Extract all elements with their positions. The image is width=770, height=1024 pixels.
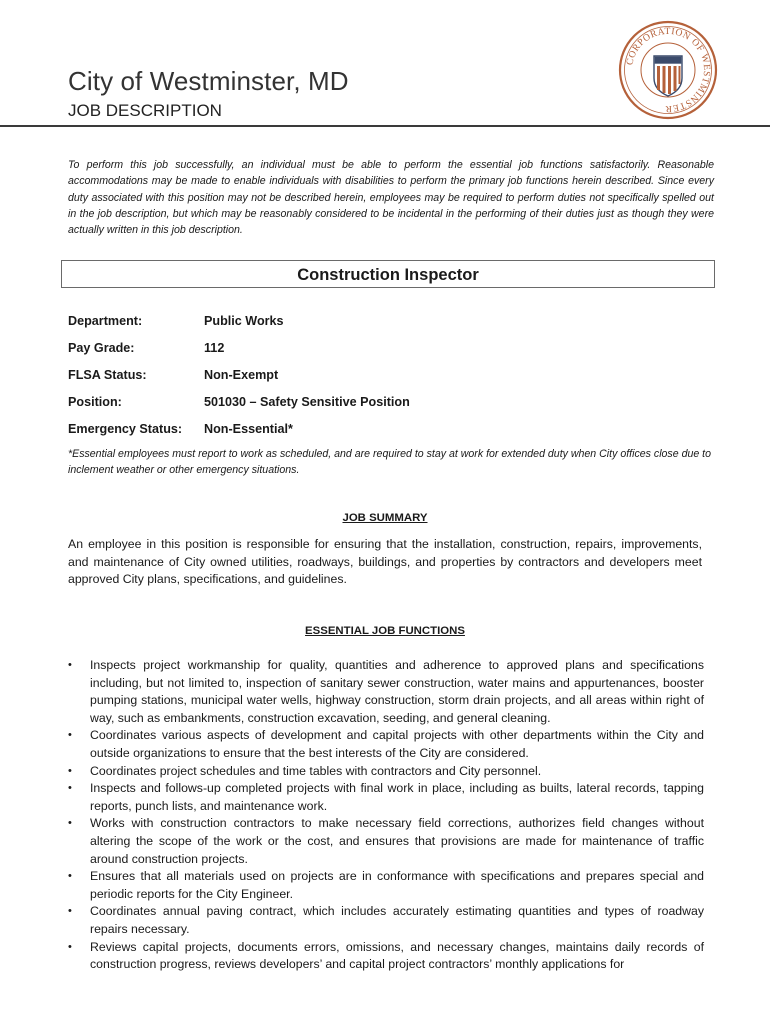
header-divider xyxy=(0,125,770,127)
shield-icon xyxy=(654,56,682,96)
essential-functions-list xyxy=(68,657,704,974)
essential-functions-heading: ESSENTIAL JOB FUNCTIONS xyxy=(305,625,465,637)
bullet-icon: • xyxy=(68,905,72,918)
field-value: 112 xyxy=(204,341,225,355)
bullet-icon: • xyxy=(68,764,72,777)
list-item-text: Coordinates project schedules and time tables with contractors and City personnel. xyxy=(90,763,542,778)
field-label: Emergency Status: xyxy=(68,422,183,436)
field-position xyxy=(68,393,708,420)
job-summary-heading: JOB SUMMARY xyxy=(342,512,428,524)
list-item xyxy=(68,903,704,938)
bullet-icon: • xyxy=(68,729,72,742)
bullet-icon: • xyxy=(68,940,72,953)
field-label: Department: xyxy=(68,314,143,328)
list-item xyxy=(68,815,704,868)
list-item xyxy=(68,763,704,781)
list-item-text: Ensures that all materials used on projects are in conformance with specifications and prepares special and periodic reports for the City Engineer. xyxy=(90,869,704,901)
list-item xyxy=(68,780,704,815)
field-label: FLSA Status: xyxy=(68,368,147,382)
city-title: City of Westminster, MD xyxy=(68,66,349,96)
page-header xyxy=(0,0,770,130)
bullet-icon: • xyxy=(68,659,72,671)
list-item-text: Coordinates various aspects of development and capital projects with other departments within the City and outside organizations to ensure that the best interests of the City are considered. xyxy=(90,728,704,760)
job-details xyxy=(68,312,708,447)
field-value: Public Works xyxy=(204,314,284,328)
bullet-icon: • xyxy=(68,782,72,795)
list-item xyxy=(68,727,704,762)
bullet-icon: • xyxy=(68,817,72,830)
list-item-text: Coordinates annual paving contract, which includes accurately estimating quantities and types of roadway repairs necessary. xyxy=(90,904,704,936)
job-title: Construction Inspector xyxy=(297,266,479,284)
list-item-text: Inspects project workmanship for quality, quantities and adherence to approved plans and specifications including, but not limited to, inspection of sanitary sewer construction, water mains and appurtenances, booster pumping stations, municipal water wells, highway construction, storm drain projects, and all areas within right of way, such as embankments, construction excavation, seeding, and general cleaning. xyxy=(90,658,704,725)
intro-disclaimer: To perform this job successfully, an individual must be able to perform the essential job functions satisfactorily. Reasonable accommodations may be made to enable individuals with disabilities to perform the primary job functions herein described. Since every duty associated with this position may not be described herein, employees may be required to perform duties not specifically spelled out in the job description, but which may be reasonably considered to be incidental in the performing of their duties just as though they were actually written in this job description. xyxy=(68,159,714,237)
field-label: Pay Grade: xyxy=(68,341,135,355)
list-item xyxy=(68,657,704,727)
bullet-icon: • xyxy=(68,870,72,883)
list-item-text: Inspects and follows-up completed projects with final work in place, including as builts, lateral records, tapping reports, punch lists, and maintenance work. xyxy=(90,781,704,813)
job-summary-text: An employee in this position is responsible for ensuring that the installation, construction, repairs, improvements, and maintenance of City owned utilities, roadways, buildings, and properties by contractors and developers meet approved City plans, specifications, and guidelines. xyxy=(68,537,702,587)
list-item-text: Works with construction contractors to make necessary field corrections, authorizes field changes without altering the scope of the work or the cost, and ensures that provisions are made for maintenance of traffic around construction projects. xyxy=(90,816,704,866)
job-title-box xyxy=(61,260,715,288)
field-department xyxy=(68,312,708,339)
field-label: Position: xyxy=(68,395,122,409)
field-value: Non-Essential* xyxy=(204,422,293,436)
essential-note: *Essential employees must report to work as scheduled, and are required to stay at work for extended duty when City offices close due to inclement weather or other emergency situations. xyxy=(68,448,712,476)
list-item xyxy=(68,868,704,903)
city-seal-logo xyxy=(618,20,718,120)
document-subtitle: JOB DESCRIPTION xyxy=(68,101,222,120)
field-flsa-status xyxy=(68,366,708,393)
list-item xyxy=(68,939,704,974)
field-emergency-status xyxy=(68,420,708,447)
field-value: 501030 – Safety Sensitive Position xyxy=(204,395,410,409)
field-pay-grade xyxy=(68,339,708,366)
seal-text: CORPORATION OF WESTMINSTER xyxy=(624,25,713,115)
list-item-text: Reviews capital projects, documents errors, omissions, and necessary changes, maintains daily records of construction progress, reviews developers’ and capital project contractors’ monthly applications for xyxy=(90,939,704,972)
field-value: Non-Exempt xyxy=(204,368,279,382)
